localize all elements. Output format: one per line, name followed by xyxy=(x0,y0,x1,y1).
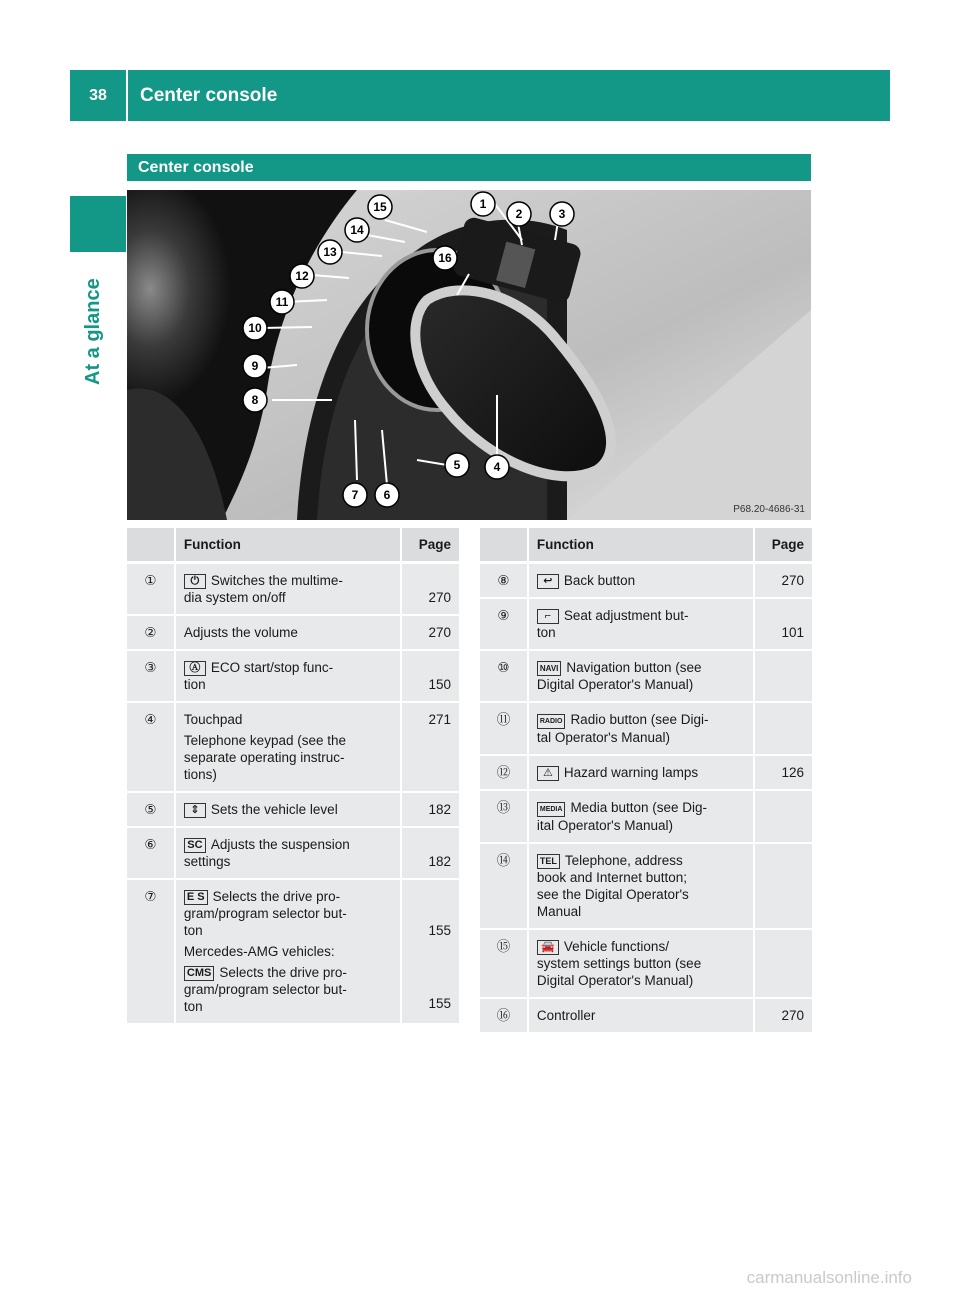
row-page-amg: 155 xyxy=(428,996,451,1011)
table-row xyxy=(127,616,459,651)
row-page: 126 xyxy=(755,756,812,791)
row-page xyxy=(755,791,812,844)
row-number: ⑥ xyxy=(127,828,176,880)
callout-8 xyxy=(243,388,267,412)
function-table-right xyxy=(480,528,812,1034)
row-text: Adjusts the volume xyxy=(183,625,298,640)
svg-text:7: 7 xyxy=(351,488,359,502)
row-page: 271 xyxy=(402,703,459,793)
row-page: 270 xyxy=(755,564,812,599)
row-text: Sets the vehicle level xyxy=(210,802,338,817)
header-divider xyxy=(126,70,128,121)
svg-text:14: 14 xyxy=(350,223,364,237)
row-text: Telephone, address xyxy=(564,853,683,868)
hazard-icon: ⚠ xyxy=(537,766,559,781)
row-text: gram/program selector but- xyxy=(183,906,347,921)
row-text: dia system on/off xyxy=(183,590,286,605)
callout-6 xyxy=(375,483,399,507)
table-row xyxy=(480,844,812,930)
eco-start-stop-icon: Ⓐ xyxy=(184,661,206,676)
row-number: ③ xyxy=(127,651,176,703)
row-number: ⑭ xyxy=(480,844,529,930)
svg-text:2: 2 xyxy=(515,207,523,221)
row-text: Seat adjustment but- xyxy=(563,608,689,623)
row-page: 182 xyxy=(402,793,459,828)
row-number: ⑮ xyxy=(480,930,529,999)
row-page xyxy=(755,930,812,999)
callout-9 xyxy=(243,354,267,378)
row-text: see the Digital Operator's xyxy=(536,887,689,902)
svg-text:8: 8 xyxy=(251,393,259,407)
svg-text:15: 15 xyxy=(373,200,387,214)
row-page: 270 xyxy=(402,564,459,616)
table-row xyxy=(127,651,459,703)
header-function: Function xyxy=(176,528,402,564)
center-console-photo xyxy=(127,190,811,520)
row-text: Media button (see Dig- xyxy=(570,800,708,815)
row-text: separate operating instruc- xyxy=(183,750,345,765)
row-text: Controller xyxy=(536,1008,596,1023)
header-page: Page xyxy=(402,528,459,564)
row-text: Adjusts the suspension xyxy=(210,837,350,852)
row-page: 155 xyxy=(428,923,451,938)
table-row xyxy=(127,793,459,828)
section-title: Center console xyxy=(127,154,811,181)
row-page xyxy=(755,844,812,930)
row-number: ⑦ xyxy=(127,880,176,1025)
svg-text:9: 9 xyxy=(251,359,259,373)
table-row xyxy=(480,999,812,1034)
media-icon: MEDIA xyxy=(537,802,566,817)
row-number: ⑩ xyxy=(480,651,529,703)
row-page: 150 xyxy=(402,651,459,703)
svg-text:1: 1 xyxy=(479,197,487,211)
navi-icon: NAVI xyxy=(537,661,562,676)
tel-icon: TEL xyxy=(537,854,560,869)
row-text: ton xyxy=(183,999,203,1014)
row-text: book and Internet button; xyxy=(536,870,687,885)
row-text: Navigation button (see xyxy=(566,660,702,675)
suspension-icon: SC xyxy=(184,838,206,853)
table-row xyxy=(127,703,459,793)
svg-text:12: 12 xyxy=(295,269,309,283)
row-text: tal Operator's Manual) xyxy=(536,730,671,745)
table-row xyxy=(127,828,459,880)
row-number: ⑤ xyxy=(127,793,176,828)
svg-text:4: 4 xyxy=(493,460,501,474)
svg-text:11: 11 xyxy=(275,295,289,309)
table-row xyxy=(127,564,459,616)
table-row xyxy=(480,651,812,703)
row-text: Telephone keypad (see the xyxy=(183,733,346,748)
row-number: ⑨ xyxy=(480,599,529,651)
row-text: system settings button (see xyxy=(536,956,702,971)
function-table-left xyxy=(127,528,459,1025)
row-text: Back button xyxy=(563,573,636,588)
power-icon: ⏻ xyxy=(184,574,206,589)
row-page: 270 xyxy=(402,616,459,651)
row-text: ECO start/stop func- xyxy=(210,660,334,675)
callout-12 xyxy=(290,264,314,288)
callout-11 xyxy=(270,290,294,314)
row-text: ital Operator's Manual) xyxy=(536,818,674,833)
row-text: Radio button (see Digi- xyxy=(570,712,709,727)
table-row xyxy=(127,880,459,1025)
row-text: gram/program selector but- xyxy=(183,982,347,997)
callout-1 xyxy=(471,192,495,216)
row-text: tion xyxy=(183,677,206,692)
row-text: Hazard warning lamps xyxy=(563,765,699,780)
row-number: ⑪ xyxy=(480,703,529,756)
row-text: ton xyxy=(183,923,203,938)
callout-2 xyxy=(507,202,531,226)
callout-4 xyxy=(485,455,509,479)
callout-5 xyxy=(445,453,469,477)
row-text: Digital Operator's Manual) xyxy=(536,677,694,692)
back-icon: ↩ xyxy=(537,574,559,589)
row-text: Vehicle functions/ xyxy=(563,939,669,954)
svg-text:6: 6 xyxy=(383,488,391,502)
table-row xyxy=(480,756,812,791)
callout-16 xyxy=(433,246,457,270)
callout-15 xyxy=(368,195,392,219)
row-text: ton xyxy=(536,625,556,640)
vehicle-level-icon: ⇕ xyxy=(184,803,206,818)
row-text: Selects the drive pro- xyxy=(219,965,347,980)
row-page: 270 xyxy=(755,999,812,1034)
header-num xyxy=(480,528,529,564)
callout-13 xyxy=(318,240,342,264)
header-page: Page xyxy=(755,528,812,564)
row-number: ⑫ xyxy=(480,756,529,791)
callout-10 xyxy=(243,316,267,340)
side-chapter-label: At a glance xyxy=(82,278,104,385)
amg-title: Mercedes-AMG vehicles: xyxy=(183,944,335,959)
vehicle-icon: 🚘 xyxy=(537,940,559,955)
row-number: ⑧ xyxy=(480,564,529,599)
row-page: 101 xyxy=(755,599,812,651)
svg-text:10: 10 xyxy=(248,321,262,335)
amg-drive-program-icon: CMS xyxy=(184,966,214,981)
svg-text:13: 13 xyxy=(323,245,337,259)
row-number: ① xyxy=(127,564,176,616)
row-number: ② xyxy=(127,616,176,651)
row-number: ④ xyxy=(127,703,176,793)
row-number: ⑯ xyxy=(480,999,529,1034)
row-page xyxy=(755,703,812,756)
header-num xyxy=(127,528,176,564)
table-row xyxy=(480,791,812,844)
row-text: Selects the drive pro- xyxy=(212,889,341,904)
callout-7 xyxy=(343,483,367,507)
row-text: Digital Operator's Manual) xyxy=(536,973,694,988)
header-function: Function xyxy=(529,528,755,564)
row-number: ⑬ xyxy=(480,791,529,844)
callout-14 xyxy=(345,218,369,242)
row-text: settings xyxy=(183,854,231,869)
row-page: 182 xyxy=(402,828,459,880)
table-row xyxy=(480,599,812,651)
callout-3 xyxy=(550,202,574,226)
seat-icon: ⌐ xyxy=(537,609,559,624)
watermark: carmanualsonline.info xyxy=(746,1268,912,1287)
row-text: Switches the multime- xyxy=(210,573,343,588)
table-row xyxy=(480,703,812,756)
svg-text:3: 3 xyxy=(558,207,566,221)
page-number: 38 xyxy=(89,86,107,104)
row-text: Touchpad xyxy=(183,712,243,727)
side-tab-block xyxy=(70,196,126,252)
row-page xyxy=(755,651,812,703)
page-header xyxy=(70,70,890,121)
image-caption: P68.20-4686-31 xyxy=(733,504,805,515)
table-row xyxy=(480,564,812,599)
svg-text:5: 5 xyxy=(453,458,461,472)
svg-text:16: 16 xyxy=(438,251,452,265)
radio-icon: RADIO xyxy=(537,714,566,729)
table-row xyxy=(480,930,812,999)
drive-program-icon: E S xyxy=(184,890,208,905)
row-text: Manual xyxy=(536,904,582,919)
header-title: Center console xyxy=(140,84,278,106)
row-text: tions) xyxy=(183,767,217,782)
